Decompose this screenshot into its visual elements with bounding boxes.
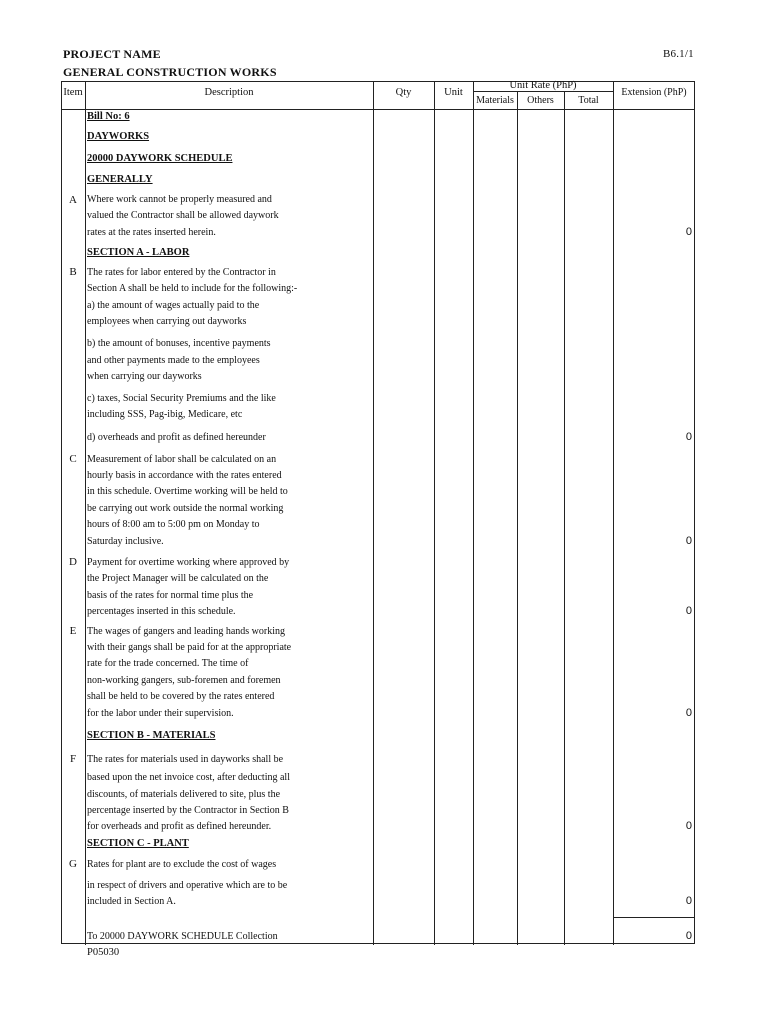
extension-value: 0 [685, 226, 692, 238]
collection-total: 0 [685, 930, 692, 942]
item-f-line: percentage inserted by the Contractor in Section B [87, 805, 289, 816]
extension-value: 0 [685, 707, 692, 719]
item-g-line: Rates for plant are to exclude the cost of wages [87, 859, 277, 870]
item-e-line: rate for the trade concerned. The time of [87, 658, 249, 669]
item-b-line: when carrying our dayworks [87, 371, 202, 382]
item-c-line: Measurement of labor shall be calculated on an [87, 454, 277, 465]
item-letter-a: A [69, 194, 77, 206]
col-unit-rate: Unit Rate (PhP) [509, 80, 577, 91]
item-d-line: Payment for overtime working where approved by [87, 557, 290, 568]
item-letter-e: E [69, 625, 77, 637]
item-e-line: non-working gangers, sub-foremen and foremen [87, 675, 281, 686]
item-c-line: Saturday inclusive. [87, 536, 164, 547]
item-c-line: be carrying out work outside the normal working [87, 503, 284, 514]
item-d-line: percentages inserted in this schedule. [87, 606, 236, 617]
item-letter-f: F [69, 753, 77, 765]
bill-table [61, 81, 695, 945]
title-generally: GENERALLY [87, 174, 153, 185]
document-subtitle: GENERAL CONSTRUCTION WORKS [63, 65, 277, 79]
col-others: Others [527, 95, 554, 106]
collection-label: To 20000 DAYWORK SCHEDULE Collection [87, 931, 278, 942]
extension-value: 0 [685, 820, 692, 832]
item-b-line: b) the amount of bonuses, incentive payments [87, 338, 271, 349]
item-c-line: hours of 8:00 am to 5:00 pm on Monday to [87, 519, 260, 530]
item-b-line: including SSS, Pag-ibig, Medicare, etc [87, 409, 243, 420]
title-schedule: 20000 DAYWORK SCHEDULE [87, 153, 233, 164]
item-f-line: based upon the net invoice cost, after deducting all [87, 772, 290, 783]
item-f-line: The rates for materials used in dayworks shall be [87, 754, 284, 765]
item-e-line: The wages of gangers and leading hands working [87, 626, 285, 637]
item-f-line: for overheads and profit as defined hereunder. [87, 821, 272, 832]
item-g-line: included in Section A. [87, 896, 176, 907]
item-c-line: in this schedule. Overtime working will be held to [87, 486, 288, 497]
extension-value: 0 [685, 605, 692, 617]
item-g-line: in respect of drivers and operative which are to be [87, 880, 288, 891]
item-c-line: hourly basis in accordance with the rates entered [87, 470, 282, 481]
title-dayworks: DAYWORKS [87, 131, 150, 142]
item-letter-b: B [69, 266, 77, 278]
item-b-line: The rates for labor entered by the Contractor in [87, 267, 276, 278]
item-b-line: and other payments made to the employees [87, 355, 260, 366]
item-b-line: d) overheads and profit as defined hereunder [87, 432, 266, 443]
item-a-line: valued the Contractor shall be allowed daywork [87, 210, 279, 221]
extension-value: 0 [685, 895, 692, 907]
title-section-c: SECTION C - PLANT [87, 838, 189, 849]
col-unit: Unit [444, 87, 463, 98]
bill-number: Bill No: 6 [87, 111, 130, 122]
item-letter-d: D [69, 556, 77, 568]
item-letter-c: C [69, 453, 77, 465]
item-e-line: for the labor under their supervision. [87, 708, 234, 719]
extension-value: 0 [685, 431, 692, 443]
item-f-line: discounts, of materials delivered to site, plus the [87, 789, 281, 800]
item-a-line: rates at the rates inserted herein. [87, 227, 216, 238]
item-e-line: with their gangs shall be paid for at the appropriate [87, 642, 292, 653]
title-section-b: SECTION B - MATERIALS [87, 730, 216, 741]
item-b-line: a) the amount of wages actually paid to the [87, 300, 260, 311]
col-materials: Materials [476, 95, 514, 106]
item-letter-g: G [69, 858, 77, 870]
item-e-line: shall be held to be covered by the rates entered [87, 691, 275, 702]
item-b-line: c) taxes, Social Security Premiums and the like [87, 393, 276, 404]
item-a-line: Where work cannot be properly measured and [87, 194, 272, 205]
col-qty: Qty [395, 87, 412, 98]
extension-value: 0 [685, 535, 692, 547]
project-name: PROJECT NAME [63, 47, 161, 61]
page-reference: B6.1/1 [663, 48, 694, 60]
title-section-a: SECTION A - LABOR [87, 247, 190, 258]
item-d-line: the Project Manager will be calculated on the [87, 573, 269, 584]
col-total: Total [578, 95, 599, 106]
col-extension: Extension (PhP) [621, 87, 687, 98]
footer-code: P05030 [87, 947, 120, 958]
col-item: Item [63, 87, 83, 98]
col-description: Description [204, 87, 254, 98]
item-b-line: employees when carrying out dayworks [87, 316, 247, 327]
item-d-line: basis of the rates for normal time plus the [87, 590, 254, 601]
item-b-line: Section A shall be held to include for the following:- [87, 283, 298, 294]
